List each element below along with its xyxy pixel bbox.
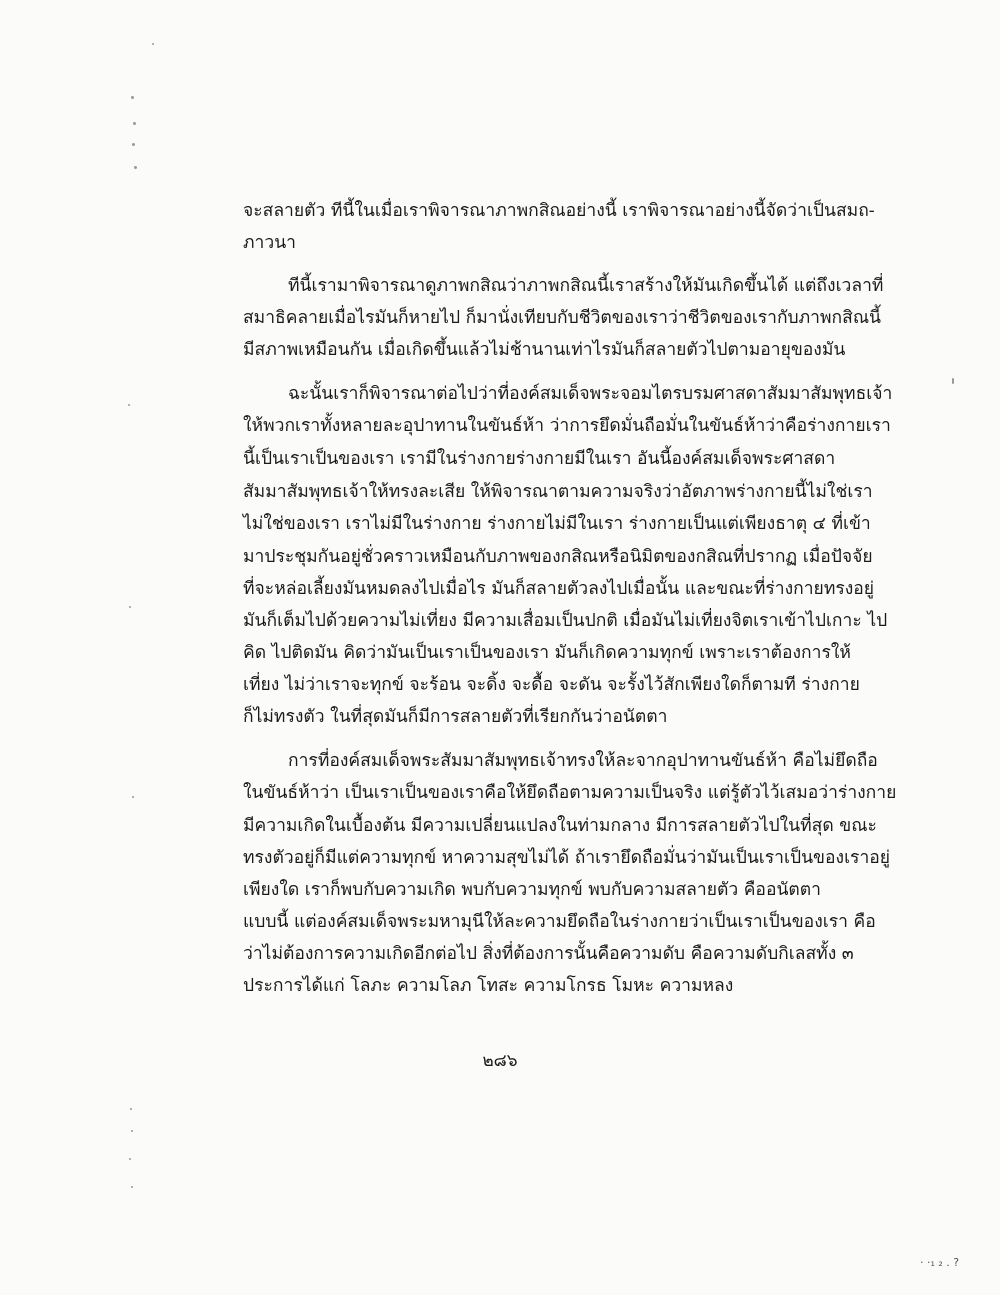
scan-speck [952,378,954,384]
scan-speck [133,122,136,125]
text-line: ให้พวกเราทั้งหลายละอุปาทานในขันธ์ห้า ว่าการยึดมั่นถือมั่นในขันธ์ห้าว่าคือร่างกายเรา [243,416,891,436]
text-line: การที่องค์สมเด็จพระสัมมาสัมพุทธเจ้าทรงให้ละจากอุปาทานขันธ์ห้า คือไม่ยึดถือ [288,751,878,771]
text-line: ฉะนั้นเราก็พิจารณาต่อไปว่าที่องค์สมเด็จพระจอมไตรบรมศาสดาสัมมาสัมพุทธเจ้า [288,384,893,404]
text-line: มีสภาพเหมือนกัน เมื่อเกิดขึ้นแล้วไม่ช้านานเท่าไรมันก็สลายตัวไปตามอายุของมัน [243,340,846,360]
text-line: มันก็เต็มไปด้วยความไม่เที่ยง มีความเสื่อมเป็นปกติ เมื่อมันไม่เที่ยงจิตเราเข้าไปเกาะ ไป [243,611,888,631]
page-number: ๒๘๖ [482,1051,518,1071]
text-line: ภาวนา [243,233,296,253]
text-line: ประการได้แก่ โลภะ ความโลภ โทสะ ความโกรธ โมหะ ความหลง [243,976,734,996]
scan-speck [128,404,130,406]
scan-speck [131,1186,133,1188]
text-line: ไม่ใช่ของเรา เราไม่มีในร่างกาย ร่างกายไม่มีในเรา ร่างกายเป็นแต่เพียงธาตุ ๔ ที่เข้า [243,514,871,534]
text-line: ทีนี้เรามาพิจารณาดูภาพกสิณว่าภาพกสิณนี้เราสร้างให้มันเกิดขึ้นได้ แต่ถึงเวลาที่ [288,276,884,296]
text-line: ก็ไม่ทรงตัว ในที่สุดมันก็มีการสลายตัวที่เรียกกันว่าอนัตตา [243,707,668,727]
text-line: ที่จะหล่อเลี้ยงมันหมดลงไปเมื่อไร มันก็สลายตัวลงไปเมื่อนั้น และขณะที่ร่างกายทรงอยู่ [243,579,875,599]
scan-speck [129,606,131,608]
text-line: ทรงตัวอยู่ก็มีแต่ความทุกข์ หาความสุขไม่ได้ ถ้าเรายึดถือมั่นว่ามันเป็นเราเป็นของเราอยู่ [243,848,891,868]
scan-speck [131,1130,133,1132]
text-line: แบบนี้ แต่องค์สมเด็จพระมหามุนีให้ละความยึดถือในร่างกายว่าเป็นเราเป็นของเรา คือ [243,912,876,932]
scan-corner-mark: · ·₁ ₂ . ? [920,1256,960,1269]
text-line: มีความเกิดในเบื้องต้น มีความเปลี่ยนแปลงในท่ามกลาง มีการสลายตัวไปในที่สุด ขณะ [243,816,877,836]
text-line: คิด ไปติดมัน คิดว่ามันเป็นเราเป็นของเรา มันก็เกิดความทุกข์ เพราะเราต้องการให้ [243,643,851,663]
scan-speck [131,96,134,99]
text-line: ว่าไม่ต้องการความเกิดอีกต่อไป สิ่งที่ต้องการนั้นคือความดับ คือความดับกิเลสทั้ง ๓ [243,944,854,964]
text-line: ในขันธ์ห้าว่า เป็นเราเป็นของเราคือให้ยึดถือตามความเป็นจริง แต่รู้ตัวไว้เสมอว่าร่างกาย [243,783,897,803]
scan-speck [130,1108,132,1110]
text-line: นี้เป็นเราเป็นของเรา เรามีในร่างกายร่างกายมีในเรา อันนี้องค์สมเด็จพระศาสดา [243,449,836,469]
text-line: สมาธิคลายเมื่อไรมันก็หายไป ก็มานั่งเทียบกับชีวิตของเราว่าชีวิตของเรากับภาพกสิณนี้ [243,308,882,328]
scan-speck [129,1158,131,1160]
text-line: สัมมาสัมพุทธเจ้าให้ทรงละเสีย ให้พิจารณาตามความจริงว่าอัตภาพร่างกายนี้ไม่ใช่เรา [243,482,873,502]
scan-speck [132,796,134,798]
text-line: มาประชุมกันอยู่ชั่วคราวเหมือนกับภาพของกสิณหรือนิมิตของกสิณที่ปรากฏ เมื่อปัจจัย [243,547,873,567]
text-line: เที่ยง ไม่ว่าเราจะทุกข์ จะร้อน จะดิ้ง จะดื้อ จะดัน จะรั้งไว้สักเพียงใดก็ตามที ร่างกาย [243,675,860,695]
scan-speck [134,166,137,169]
text-line: เพียงใด เราก็พบกับความเกิด พบกับความทุกข์ พบกับความสลายตัว คืออนัตตา [243,880,821,900]
scan-speck [132,143,135,146]
text-line: จะสลายตัว ทีนี้ในเมื่อเราพิจารณาภาพกสิณอย่างนี้ เราพิจารณาอย่างนี้จัดว่าเป็นสมถ- [243,201,875,221]
scan-speck [152,43,154,45]
